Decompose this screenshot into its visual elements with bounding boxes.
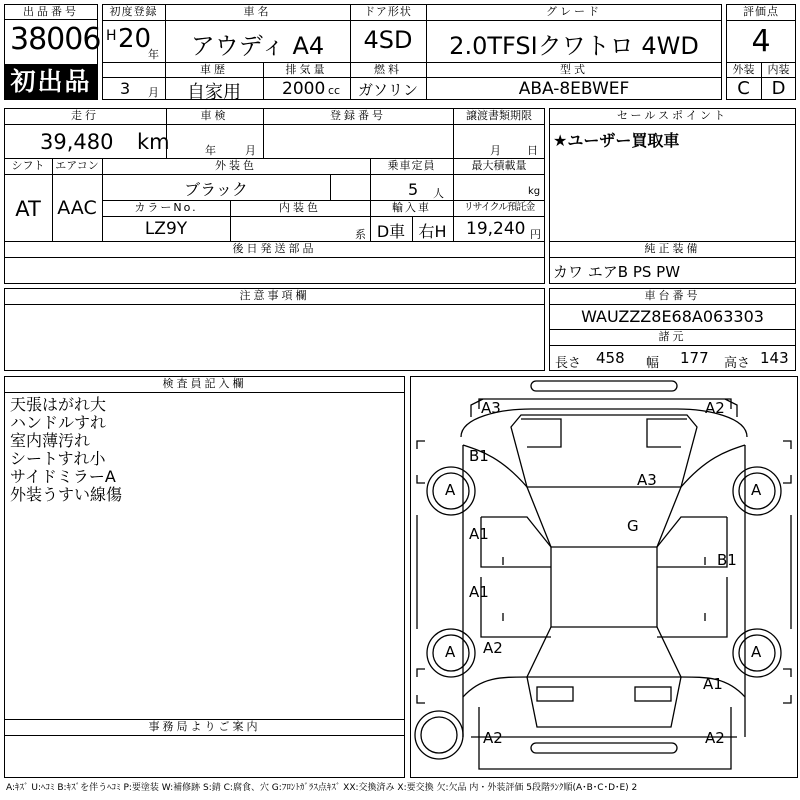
recycle-label: リサイクル預託金 bbox=[463, 202, 535, 213]
inspection-month-unit: 月 bbox=[245, 144, 256, 157]
grade-label: グレード bbox=[546, 5, 602, 18]
mark-quarter-right: A1 bbox=[703, 675, 723, 693]
grade: 2.0TFSIクワトロ 4WD bbox=[449, 32, 699, 60]
year: 20 bbox=[118, 24, 152, 54]
inspection-label: 車検 bbox=[200, 109, 229, 122]
registration-label: 登録番号 bbox=[330, 109, 386, 122]
year-unit: 年 bbox=[148, 48, 159, 61]
mark-quarter-left: A2 bbox=[483, 639, 503, 657]
fuel: ガソリン bbox=[357, 81, 418, 99]
inspector-notes bbox=[10, 396, 122, 504]
aircon: AAC bbox=[57, 197, 97, 219]
month-unit: 月 bbox=[148, 86, 159, 99]
specs-label: 諸元 bbox=[658, 330, 687, 343]
office-label: 事務局よりご案内 bbox=[148, 720, 261, 733]
notes-label: 注意事項欄 bbox=[239, 289, 310, 302]
length: 458 bbox=[596, 349, 625, 367]
height-label: 高さ bbox=[724, 356, 751, 371]
color-no-label: カラーNo. bbox=[134, 201, 198, 214]
mark-hood: A3 bbox=[637, 471, 657, 489]
first-reg-label: 初度登録 bbox=[109, 5, 158, 18]
transfer-day-unit: 日 bbox=[527, 144, 538, 157]
mark-door-fl: A1 bbox=[469, 525, 489, 543]
damage-diagram bbox=[410, 376, 798, 778]
mark-front-right: A2 bbox=[705, 399, 725, 417]
mileage-unit: km bbox=[137, 130, 170, 154]
int-color-unit: 系 bbox=[355, 228, 366, 241]
equipment-label: 純正装備 bbox=[644, 242, 701, 255]
length-label: 長さ bbox=[555, 356, 582, 371]
inspector-note: 天張はがれ大 bbox=[10, 395, 107, 414]
history: 自家用 bbox=[187, 82, 241, 103]
inspector-note: ハンドルすれ bbox=[10, 413, 107, 432]
mark-door-rl: A1 bbox=[469, 583, 489, 601]
capacity: 5 bbox=[408, 180, 419, 199]
import-d: D車 bbox=[376, 222, 406, 241]
mark-windshield: G bbox=[627, 517, 639, 535]
width-label: 幅 bbox=[646, 356, 660, 371]
inspector-note: シートすれ小 bbox=[10, 449, 106, 468]
fuel-label: 燃料 bbox=[374, 63, 402, 76]
recycle-unit: 円 bbox=[530, 228, 541, 241]
sales-point: ★ユーザー買取車 bbox=[553, 131, 680, 150]
ext-color: ブラック bbox=[184, 180, 248, 199]
equipment: カワ エアB PS PW bbox=[553, 263, 681, 281]
mark-rear-left: A2 bbox=[483, 729, 503, 747]
legend-footer: A:ｷｽﾞ U:ﾍｺﾐ B:ｷｽﾞを伴うﾍｺﾐ P:要塗装 W:補修跡 S:錆 C:腐食、穴 G:ﾌﾛﾝﾄｶﾞﾗｽ点ｷｽﾞ XX:交換済み X:要交換 欠:欠品 内・外装評価 5段階ﾗﾝｸ順(A･B･C･D･E) 2 bbox=[6, 783, 638, 793]
interior-grade: D bbox=[771, 78, 786, 99]
int-color-label: 内装色 bbox=[279, 201, 321, 214]
inspector-note: サイドミラーA bbox=[10, 467, 116, 486]
mark-rear-right: A2 bbox=[705, 729, 725, 747]
mark-wheel-rl: A bbox=[445, 643, 456, 661]
recycle: 19,240 bbox=[466, 219, 526, 239]
inspector-note: 室内薄汚れ bbox=[10, 431, 91, 450]
door: 4SD bbox=[363, 26, 413, 54]
import-label: 輸入車 bbox=[392, 201, 431, 214]
mileage-label: 走行 bbox=[71, 109, 99, 122]
car-outline bbox=[411, 377, 797, 777]
score: 4 bbox=[751, 24, 771, 59]
transfer-month-unit: 月 bbox=[490, 144, 501, 157]
mark-door-right: B1 bbox=[717, 551, 737, 569]
first-listing-badge: 初出品 bbox=[5, 64, 97, 99]
car-name: アウディ A4 bbox=[190, 32, 325, 60]
month: 3 bbox=[120, 79, 131, 98]
capacity-label: 乗車定員 bbox=[387, 159, 436, 172]
exterior-grade: C bbox=[737, 78, 750, 99]
width: 177 bbox=[680, 349, 709, 367]
import-side: 右H bbox=[418, 222, 447, 241]
chassis-number: WAUZZZ8E68A063303 bbox=[581, 307, 764, 326]
car-name-label: 車名 bbox=[243, 5, 272, 18]
later-parts-label: 後日発送部品 bbox=[232, 242, 317, 255]
mark-wheel-rr: A bbox=[751, 643, 762, 661]
capacity-unit: 人 bbox=[433, 187, 444, 200]
history-label: 車歴 bbox=[200, 63, 228, 76]
interior-label: 内装 bbox=[767, 63, 790, 76]
exterior-label: 外装 bbox=[732, 63, 755, 76]
shift: AT bbox=[15, 197, 41, 221]
ext-color-label: 外装色 bbox=[215, 159, 257, 172]
inspection-year-unit: 年 bbox=[205, 144, 216, 157]
load-unit: kg bbox=[528, 186, 541, 197]
model: ABA-8EBWEF bbox=[518, 79, 630, 99]
mileage: 39,480 bbox=[40, 130, 114, 154]
lot-number: 38006 bbox=[10, 22, 101, 57]
mark-wheel-fr: A bbox=[751, 481, 762, 499]
mark-wheel-fl: A bbox=[445, 481, 456, 499]
height: 143 bbox=[760, 349, 789, 367]
sales-label: セールスポイント bbox=[616, 109, 728, 122]
displacement: 2000 bbox=[282, 79, 326, 99]
color-no: LZ9Y bbox=[144, 219, 188, 239]
chassis-label: 車台番号 bbox=[644, 289, 701, 302]
shift-label: シフト bbox=[11, 159, 45, 172]
displacement-unit: cc bbox=[328, 84, 341, 97]
score-label: 評価点 bbox=[743, 5, 779, 18]
lot-label: 出品番号 bbox=[4, 4, 98, 20]
inspector-note: 外装うすい線傷 bbox=[10, 485, 123, 504]
door-label: ドア形状 bbox=[364, 5, 412, 18]
model-label: 型式 bbox=[560, 63, 588, 76]
displacement-label: 排気量 bbox=[285, 63, 328, 76]
era: H bbox=[106, 28, 117, 44]
mark-fender-left: B1 bbox=[469, 447, 489, 465]
mark-front-left: A3 bbox=[481, 399, 501, 417]
inspector-label: 検査員記入欄 bbox=[162, 377, 247, 390]
load-label: 最大積載量 bbox=[471, 159, 527, 172]
aircon-label: エアコン bbox=[55, 159, 99, 172]
transfer-label: 譲渡書類期限 bbox=[466, 109, 532, 122]
